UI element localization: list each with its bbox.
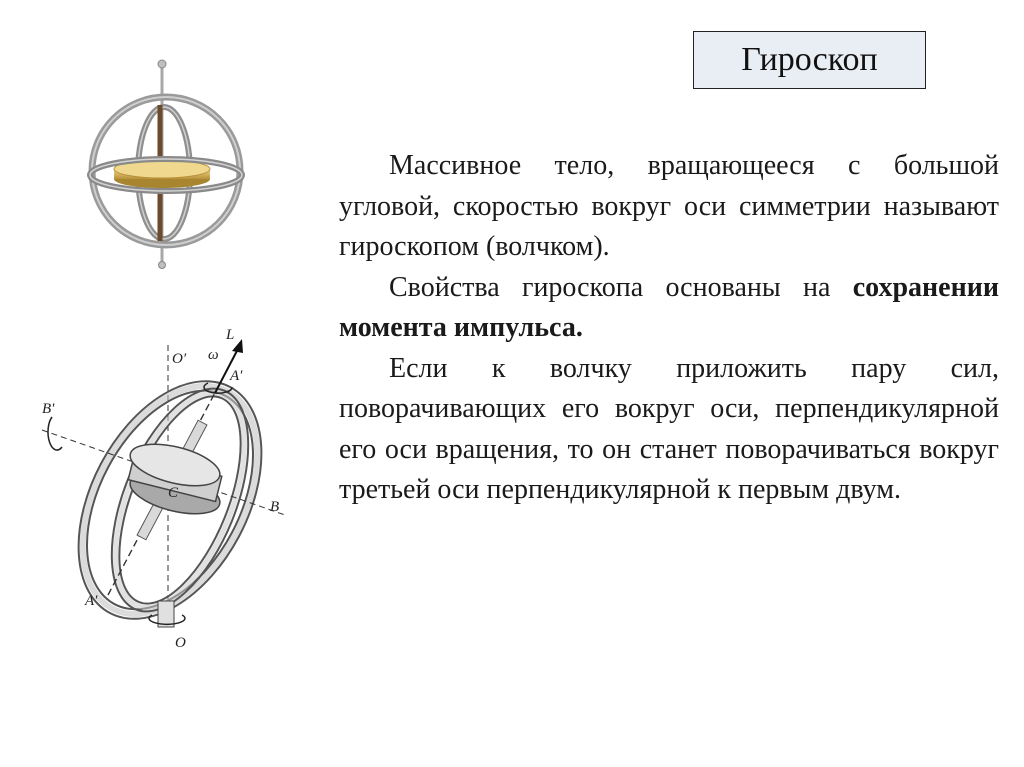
paragraph-definition: Массивное тело, вращающееся с большой угловой, скоростью вокруг оси симметрии называют гироскопом (волчком). [339, 150, 999, 262]
label-A-prime-top: A′ [230, 368, 243, 384]
properties-lead: Свойства гироскопа основаны на [389, 271, 853, 303]
label-O-prime: O′ [172, 351, 187, 367]
label-B: B [270, 499, 280, 515]
properties-emphasis: сохранении момента импульса. [339, 271, 999, 343]
label-B-prime: B′ [42, 401, 55, 417]
paragraph-properties [339, 268, 999, 349]
label-C: C [168, 485, 179, 501]
paragraph-precession: Если к волчку приложить пару сил, поворачивающих его вокруг оси, перпендикулярной его оси вращения, то он станет поворачиваться вокруг третьей оси перпендикулярной к первым двум. [339, 352, 999, 505]
label-omega: ω [208, 347, 219, 363]
gyroscope-diagram [30, 325, 300, 660]
label-O: O [175, 635, 186, 651]
slide-body [339, 146, 999, 511]
gyroscope-illustration [82, 55, 252, 275]
label-A-prime-bottom: A′ [85, 593, 98, 609]
slide-title: Гироскоп [693, 31, 926, 89]
label-L: L [226, 327, 235, 343]
